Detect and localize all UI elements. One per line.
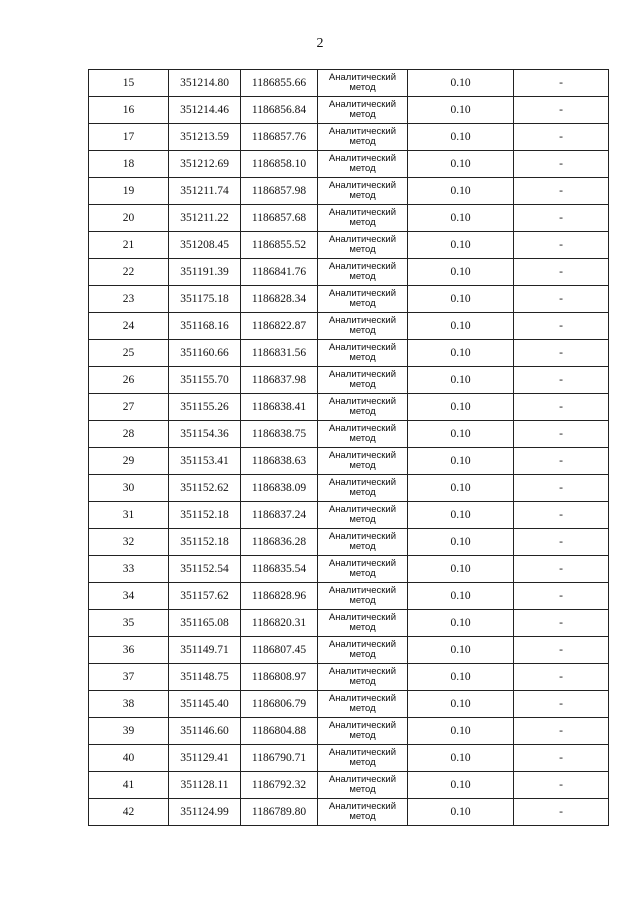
table-row	[89, 556, 609, 583]
point-number-cell: 21	[89, 232, 169, 259]
method-line-1: Аналитический	[328, 720, 397, 731]
x-coordinate-cell: 351128.11	[169, 772, 241, 799]
accuracy-cell: 0.10	[408, 178, 514, 205]
method-line-1: Аналитический	[328, 693, 397, 704]
accuracy-cell: 0.10	[408, 718, 514, 745]
point-number-cell: 41	[89, 772, 169, 799]
y-coordinate-cell: 1186838.63	[241, 448, 318, 475]
description-cell: -	[514, 664, 609, 691]
description-cell: -	[514, 151, 609, 178]
method-line-2: метод	[349, 622, 376, 633]
method-line-1: Аналитический	[328, 396, 397, 407]
accuracy-cell: 0.10	[408, 583, 514, 610]
description-cell: -	[514, 718, 609, 745]
description-cell: -	[514, 610, 609, 637]
table-row	[89, 232, 609, 259]
y-coordinate-cell: 1186831.56	[241, 340, 318, 367]
method-line-2: метод	[349, 649, 376, 660]
y-coordinate-cell: 1186837.24	[241, 502, 318, 529]
description-cell: -	[514, 448, 609, 475]
method-line-1: Аналитический	[328, 801, 397, 812]
point-number-cell: 17	[89, 124, 169, 151]
description-cell: -	[514, 97, 609, 124]
description-cell: -	[514, 529, 609, 556]
x-coordinate-cell: 351152.62	[169, 475, 241, 502]
point-number-cell: 15	[89, 70, 169, 97]
point-number-cell: 25	[89, 340, 169, 367]
x-coordinate-cell: 351191.39	[169, 259, 241, 286]
y-coordinate-cell: 1186828.34	[241, 286, 318, 313]
point-number-cell: 34	[89, 583, 169, 610]
accuracy-cell: 0.10	[408, 529, 514, 556]
method-line-1: Аналитический	[328, 666, 397, 677]
accuracy-cell: 0.10	[408, 286, 514, 313]
method-cell	[318, 367, 408, 394]
point-number-cell: 31	[89, 502, 169, 529]
accuracy-cell: 0.10	[408, 70, 514, 97]
method-cell	[318, 691, 408, 718]
method-cell	[318, 151, 408, 178]
method-line-1: Аналитический	[328, 639, 397, 650]
y-coordinate-cell: 1186820.31	[241, 610, 318, 637]
method-cell	[318, 232, 408, 259]
method-cell	[318, 178, 408, 205]
table-row	[89, 124, 609, 151]
accuracy-cell: 0.10	[408, 799, 514, 826]
table-row	[89, 151, 609, 178]
y-coordinate-cell: 1186808.97	[241, 664, 318, 691]
point-number-cell: 27	[89, 394, 169, 421]
y-coordinate-cell: 1186828.96	[241, 583, 318, 610]
point-number-cell: 24	[89, 313, 169, 340]
method-line-2: метод	[349, 676, 376, 687]
y-coordinate-cell: 1186856.84	[241, 97, 318, 124]
method-line-1: Аналитический	[328, 774, 397, 785]
description-cell: -	[514, 691, 609, 718]
method-line-2: метод	[349, 244, 376, 255]
coordinates-table-body	[89, 70, 609, 826]
accuracy-cell: 0.10	[408, 394, 514, 421]
method-line-2: метод	[349, 541, 376, 552]
method-line-2: метод	[349, 217, 376, 228]
method-line-2: метод	[349, 298, 376, 309]
method-line-1: Аналитический	[328, 477, 397, 488]
description-cell: -	[514, 124, 609, 151]
x-coordinate-cell: 351152.54	[169, 556, 241, 583]
x-coordinate-cell: 351157.62	[169, 583, 241, 610]
x-coordinate-cell: 351129.41	[169, 745, 241, 772]
description-cell: -	[514, 799, 609, 826]
table-row	[89, 70, 609, 97]
point-number-cell: 28	[89, 421, 169, 448]
y-coordinate-cell: 1186789.80	[241, 799, 318, 826]
method-cell	[318, 205, 408, 232]
table-row	[89, 772, 609, 799]
method-line-2: метод	[349, 352, 376, 363]
y-coordinate-cell: 1186855.52	[241, 232, 318, 259]
accuracy-cell: 0.10	[408, 475, 514, 502]
x-coordinate-cell: 351211.22	[169, 205, 241, 232]
method-line-1: Аналитический	[328, 261, 397, 272]
y-coordinate-cell: 1186837.98	[241, 367, 318, 394]
description-cell: -	[514, 178, 609, 205]
point-number-cell: 38	[89, 691, 169, 718]
x-coordinate-cell: 351145.40	[169, 691, 241, 718]
method-line-2: метод	[349, 514, 376, 525]
table-row	[89, 448, 609, 475]
table-row	[89, 664, 609, 691]
table-row	[89, 340, 609, 367]
method-line-1: Аналитический	[328, 450, 397, 461]
method-cell	[318, 313, 408, 340]
table-row	[89, 799, 609, 826]
method-line-2: метод	[349, 595, 376, 606]
method-line-1: Аналитический	[328, 153, 397, 164]
method-cell	[318, 70, 408, 97]
description-cell: -	[514, 745, 609, 772]
description-cell: -	[514, 502, 609, 529]
method-cell	[318, 340, 408, 367]
accuracy-cell: 0.10	[408, 151, 514, 178]
description-cell: -	[514, 313, 609, 340]
accuracy-cell: 0.10	[408, 97, 514, 124]
method-line-2: метод	[349, 568, 376, 579]
accuracy-cell: 0.10	[408, 772, 514, 799]
x-coordinate-cell: 351168.16	[169, 313, 241, 340]
method-line-1: Аналитический	[328, 612, 397, 623]
point-number-cell: 16	[89, 97, 169, 124]
y-coordinate-cell: 1186857.98	[241, 178, 318, 205]
accuracy-cell: 0.10	[408, 367, 514, 394]
accuracy-cell: 0.10	[408, 421, 514, 448]
point-number-cell: 29	[89, 448, 169, 475]
y-coordinate-cell: 1186835.54	[241, 556, 318, 583]
description-cell: -	[514, 421, 609, 448]
x-coordinate-cell: 351149.71	[169, 637, 241, 664]
method-line-2: метод	[349, 784, 376, 795]
method-cell	[318, 772, 408, 799]
method-cell	[318, 421, 408, 448]
y-coordinate-cell: 1186806.79	[241, 691, 318, 718]
x-coordinate-cell: 351154.36	[169, 421, 241, 448]
description-cell: -	[514, 205, 609, 232]
table-row	[89, 286, 609, 313]
table-row	[89, 97, 609, 124]
method-cell	[318, 583, 408, 610]
method-cell	[318, 556, 408, 583]
point-number-cell: 39	[89, 718, 169, 745]
y-coordinate-cell: 1186807.45	[241, 637, 318, 664]
accuracy-cell: 0.10	[408, 610, 514, 637]
method-line-1: Аналитический	[328, 423, 397, 434]
y-coordinate-cell: 1186858.10	[241, 151, 318, 178]
x-coordinate-cell: 351160.66	[169, 340, 241, 367]
table-row	[89, 502, 609, 529]
point-number-cell: 37	[89, 664, 169, 691]
y-coordinate-cell: 1186857.76	[241, 124, 318, 151]
x-coordinate-cell: 351155.26	[169, 394, 241, 421]
method-line-2: метод	[349, 325, 376, 336]
description-cell: -	[514, 232, 609, 259]
accuracy-cell: 0.10	[408, 340, 514, 367]
accuracy-cell: 0.10	[408, 745, 514, 772]
method-cell	[318, 610, 408, 637]
y-coordinate-cell: 1186792.32	[241, 772, 318, 799]
description-cell: -	[514, 637, 609, 664]
method-line-1: Аналитический	[328, 72, 397, 83]
description-cell: -	[514, 583, 609, 610]
point-number-cell: 42	[89, 799, 169, 826]
method-cell	[318, 529, 408, 556]
y-coordinate-cell: 1186804.88	[241, 718, 318, 745]
method-line-2: метод	[349, 406, 376, 417]
method-cell	[318, 259, 408, 286]
table-row	[89, 367, 609, 394]
y-coordinate-cell: 1186857.68	[241, 205, 318, 232]
method-cell	[318, 502, 408, 529]
method-line-2: метод	[349, 271, 376, 282]
method-line-1: Аналитический	[328, 504, 397, 515]
method-line-2: метод	[349, 460, 376, 471]
method-cell	[318, 286, 408, 313]
method-line-1: Аналитический	[328, 342, 397, 353]
method-line-2: метод	[349, 757, 376, 768]
method-cell	[318, 124, 408, 151]
accuracy-cell: 0.10	[408, 691, 514, 718]
coordinates-table	[88, 69, 609, 826]
method-line-2: метод	[349, 703, 376, 714]
method-cell	[318, 718, 408, 745]
description-cell: -	[514, 475, 609, 502]
point-number-cell: 36	[89, 637, 169, 664]
method-line-2: метод	[349, 109, 376, 120]
x-coordinate-cell: 351146.60	[169, 718, 241, 745]
table-row	[89, 394, 609, 421]
accuracy-cell: 0.10	[408, 205, 514, 232]
y-coordinate-cell: 1186838.41	[241, 394, 318, 421]
table-row	[89, 313, 609, 340]
method-line-2: метод	[349, 487, 376, 498]
table-row	[89, 637, 609, 664]
point-number-cell: 23	[89, 286, 169, 313]
x-coordinate-cell: 351124.99	[169, 799, 241, 826]
accuracy-cell: 0.10	[408, 232, 514, 259]
method-line-2: метод	[349, 433, 376, 444]
method-line-2: метод	[349, 730, 376, 741]
method-line-2: метод	[349, 379, 376, 390]
method-cell	[318, 799, 408, 826]
x-coordinate-cell: 351212.69	[169, 151, 241, 178]
method-line-1: Аналитический	[328, 180, 397, 191]
table-row	[89, 475, 609, 502]
x-coordinate-cell: 351155.70	[169, 367, 241, 394]
method-line-2: метод	[349, 811, 376, 822]
accuracy-cell: 0.10	[408, 502, 514, 529]
table-row	[89, 610, 609, 637]
point-number-cell: 40	[89, 745, 169, 772]
method-line-1: Аналитический	[328, 531, 397, 542]
method-line-1: Аналитический	[328, 315, 397, 326]
point-number-cell: 20	[89, 205, 169, 232]
accuracy-cell: 0.10	[408, 664, 514, 691]
description-cell: -	[514, 367, 609, 394]
description-cell: -	[514, 70, 609, 97]
y-coordinate-cell: 1186838.09	[241, 475, 318, 502]
table-row	[89, 718, 609, 745]
table-row	[89, 529, 609, 556]
point-number-cell: 22	[89, 259, 169, 286]
x-coordinate-cell: 351153.41	[169, 448, 241, 475]
accuracy-cell: 0.10	[408, 259, 514, 286]
y-coordinate-cell: 1186790.71	[241, 745, 318, 772]
method-line-1: Аналитический	[328, 99, 397, 110]
accuracy-cell: 0.10	[408, 556, 514, 583]
point-number-cell: 19	[89, 178, 169, 205]
accuracy-cell: 0.10	[408, 313, 514, 340]
method-cell	[318, 664, 408, 691]
y-coordinate-cell: 1186855.66	[241, 70, 318, 97]
x-coordinate-cell: 351213.59	[169, 124, 241, 151]
y-coordinate-cell: 1186822.87	[241, 313, 318, 340]
method-line-1: Аналитический	[328, 585, 397, 596]
point-number-cell: 26	[89, 367, 169, 394]
x-coordinate-cell: 351214.80	[169, 70, 241, 97]
point-number-cell: 33	[89, 556, 169, 583]
y-coordinate-cell: 1186841.76	[241, 259, 318, 286]
point-number-cell: 30	[89, 475, 169, 502]
method-cell	[318, 745, 408, 772]
description-cell: -	[514, 394, 609, 421]
description-cell: -	[514, 340, 609, 367]
point-number-cell: 18	[89, 151, 169, 178]
method-cell	[318, 475, 408, 502]
page-number: 2	[316, 36, 324, 51]
method-cell	[318, 637, 408, 664]
x-coordinate-cell: 351152.18	[169, 502, 241, 529]
method-line-1: Аналитический	[328, 558, 397, 569]
description-cell: -	[514, 556, 609, 583]
table-row	[89, 691, 609, 718]
x-coordinate-cell: 351208.45	[169, 232, 241, 259]
description-cell: -	[514, 286, 609, 313]
y-coordinate-cell: 1186836.28	[241, 529, 318, 556]
y-coordinate-cell: 1186838.75	[241, 421, 318, 448]
accuracy-cell: 0.10	[408, 637, 514, 664]
method-line-2: метод	[349, 190, 376, 201]
method-line-2: метод	[349, 82, 376, 93]
method-line-2: метод	[349, 163, 376, 174]
method-line-2: метод	[349, 136, 376, 147]
table-row	[89, 745, 609, 772]
method-line-1: Аналитический	[328, 207, 397, 218]
x-coordinate-cell: 351165.08	[169, 610, 241, 637]
description-cell: -	[514, 259, 609, 286]
x-coordinate-cell: 351214.46	[169, 97, 241, 124]
x-coordinate-cell: 351152.18	[169, 529, 241, 556]
table-row	[89, 178, 609, 205]
accuracy-cell: 0.10	[408, 448, 514, 475]
method-cell	[318, 394, 408, 421]
method-cell	[318, 97, 408, 124]
x-coordinate-cell: 351211.74	[169, 178, 241, 205]
x-coordinate-cell: 351148.75	[169, 664, 241, 691]
accuracy-cell: 0.10	[408, 124, 514, 151]
table-row	[89, 205, 609, 232]
method-line-1: Аналитический	[328, 369, 397, 380]
method-cell	[318, 448, 408, 475]
method-line-1: Аналитический	[328, 747, 397, 758]
method-line-1: Аналитический	[328, 126, 397, 137]
point-number-cell: 35	[89, 610, 169, 637]
table-row	[89, 583, 609, 610]
table-row	[89, 259, 609, 286]
method-line-1: Аналитический	[328, 234, 397, 245]
table-row	[89, 421, 609, 448]
method-line-1: Аналитический	[328, 288, 397, 299]
x-coordinate-cell: 351175.18	[169, 286, 241, 313]
description-cell: -	[514, 772, 609, 799]
point-number-cell: 32	[89, 529, 169, 556]
